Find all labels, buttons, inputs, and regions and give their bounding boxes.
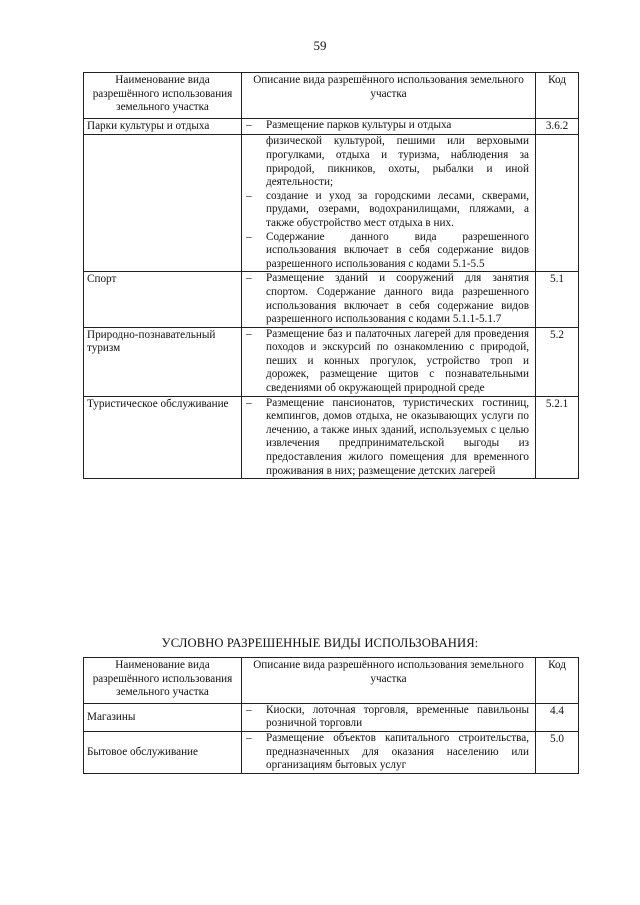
table-row — [84, 118, 579, 135]
section-title: УСЛОВНО РАЗРЕШЕННЫЕ ВИДЫ ИСПОЛЬЗОВАНИЯ: — [161, 636, 479, 650]
table-header-row — [84, 73, 579, 119]
row-code: 5.2 — [536, 327, 579, 396]
header-code: Код — [536, 73, 579, 119]
dash-marker: – — [246, 189, 252, 202]
row-description — [242, 118, 536, 135]
header-code: Код — [536, 658, 579, 704]
dash-marker: – — [246, 396, 252, 409]
row-name: Парки культуры и отдыха — [84, 118, 242, 135]
table-header-row — [84, 658, 579, 704]
table-row — [84, 272, 579, 327]
description-item — [246, 119, 529, 133]
row-code: 4.4 — [536, 703, 579, 731]
description-continuation: физической культурой, пешими или верховыми прогулками, отдыха и туризма, наблюдения за природой, пикников, охоты, рыбалки и иной деятельности; — [266, 135, 529, 189]
description-text: Размещение пансионатов, туристических гостиниц, кемпингов, домов отдыха, не оказывающих услуги по лечению, а также иных зданий, используемых с целью извлечения предпринимательской выгоды из предоставления жилого помещения для временного проживания в них; размещение детских лагерей — [266, 396, 529, 477]
description-text: Киоски, лоточная торговля, временные павильоны розничной торговли — [266, 703, 529, 730]
description-text: Размещение зданий и сооружений для занятия спортом. Содержание данного вида разрешенного использования включает в себя содержание видов разрешенного использования с кодами 5.1.1-5.1.7 — [266, 272, 529, 326]
description-item — [246, 272, 529, 326]
dash-marker: – — [246, 327, 252, 340]
header-name: Наименование вида разрешённого использования земельного участка — [84, 658, 242, 704]
row-name: Природно-познавательный туризм — [84, 327, 242, 396]
dash-marker: – — [246, 703, 252, 716]
table-row — [84, 327, 579, 396]
description-text: Размещение баз и палаточных лагерей для проведения походов и экскурсий по ознакомлению с природой, пеших и конных прогулок, устройство троп и дорожек, размещение щитов с познавательными сведениями об окружающей природной среде — [266, 327, 529, 395]
row-code: 5.1 — [536, 272, 579, 327]
row-description — [242, 135, 536, 272]
header-name: Наименование вида разрешённого использования земельного участка — [84, 73, 242, 119]
description-item — [246, 231, 529, 272]
description-item — [246, 190, 529, 231]
description-text: создание и уход за городскими лесами, скверами, прудами, озерами, водохранилищами, пляжами, а также обустройство мест отдыха в них. — [266, 189, 529, 229]
table-row — [84, 135, 579, 272]
row-description — [242, 731, 536, 773]
header-description: Описание вида разрешённого использования земельного участка — [242, 73, 536, 119]
land-use-table-permitted — [83, 72, 579, 479]
row-description — [242, 396, 536, 479]
row-description — [242, 272, 536, 327]
header-description: Описание вида разрешённого использования земельного участка — [242, 658, 536, 704]
dash-marker: – — [246, 272, 252, 285]
row-code — [536, 135, 579, 272]
description-item — [246, 732, 529, 773]
row-description — [242, 703, 536, 731]
table-row — [84, 731, 579, 773]
table-row — [84, 703, 579, 731]
row-name — [84, 135, 242, 272]
row-code: 5.2.1 — [536, 396, 579, 479]
row-name: Магазины — [84, 703, 242, 731]
description-text: Содержание данного вида разрешенного использования включает в себя содержание видов разрешенного использования с кодами 5.1-5.5 — [266, 230, 529, 270]
row-name: Бытовое обслуживание — [84, 731, 242, 773]
row-name: Спорт — [84, 272, 242, 327]
table-row — [84, 396, 579, 479]
dash-marker: – — [246, 118, 252, 131]
dash-marker: – — [246, 731, 252, 744]
row-description — [242, 327, 536, 396]
row-code: 3.6.2 — [536, 118, 579, 135]
row-code: 5.0 — [536, 731, 579, 773]
description-item — [246, 328, 529, 396]
description-text: Размещение парков культуры и отдыха — [266, 118, 452, 131]
land-use-table-conditional — [83, 657, 579, 774]
description-item — [246, 704, 529, 731]
description-item — [246, 397, 529, 479]
row-name: Туристическое обслуживание — [84, 396, 242, 479]
page-number: 59 — [313, 38, 327, 53]
description-text: Размещение объектов капитального строительства, предназначенных для оказания населению или организациям бытовых услуг — [266, 731, 529, 772]
dash-marker: – — [246, 230, 252, 243]
